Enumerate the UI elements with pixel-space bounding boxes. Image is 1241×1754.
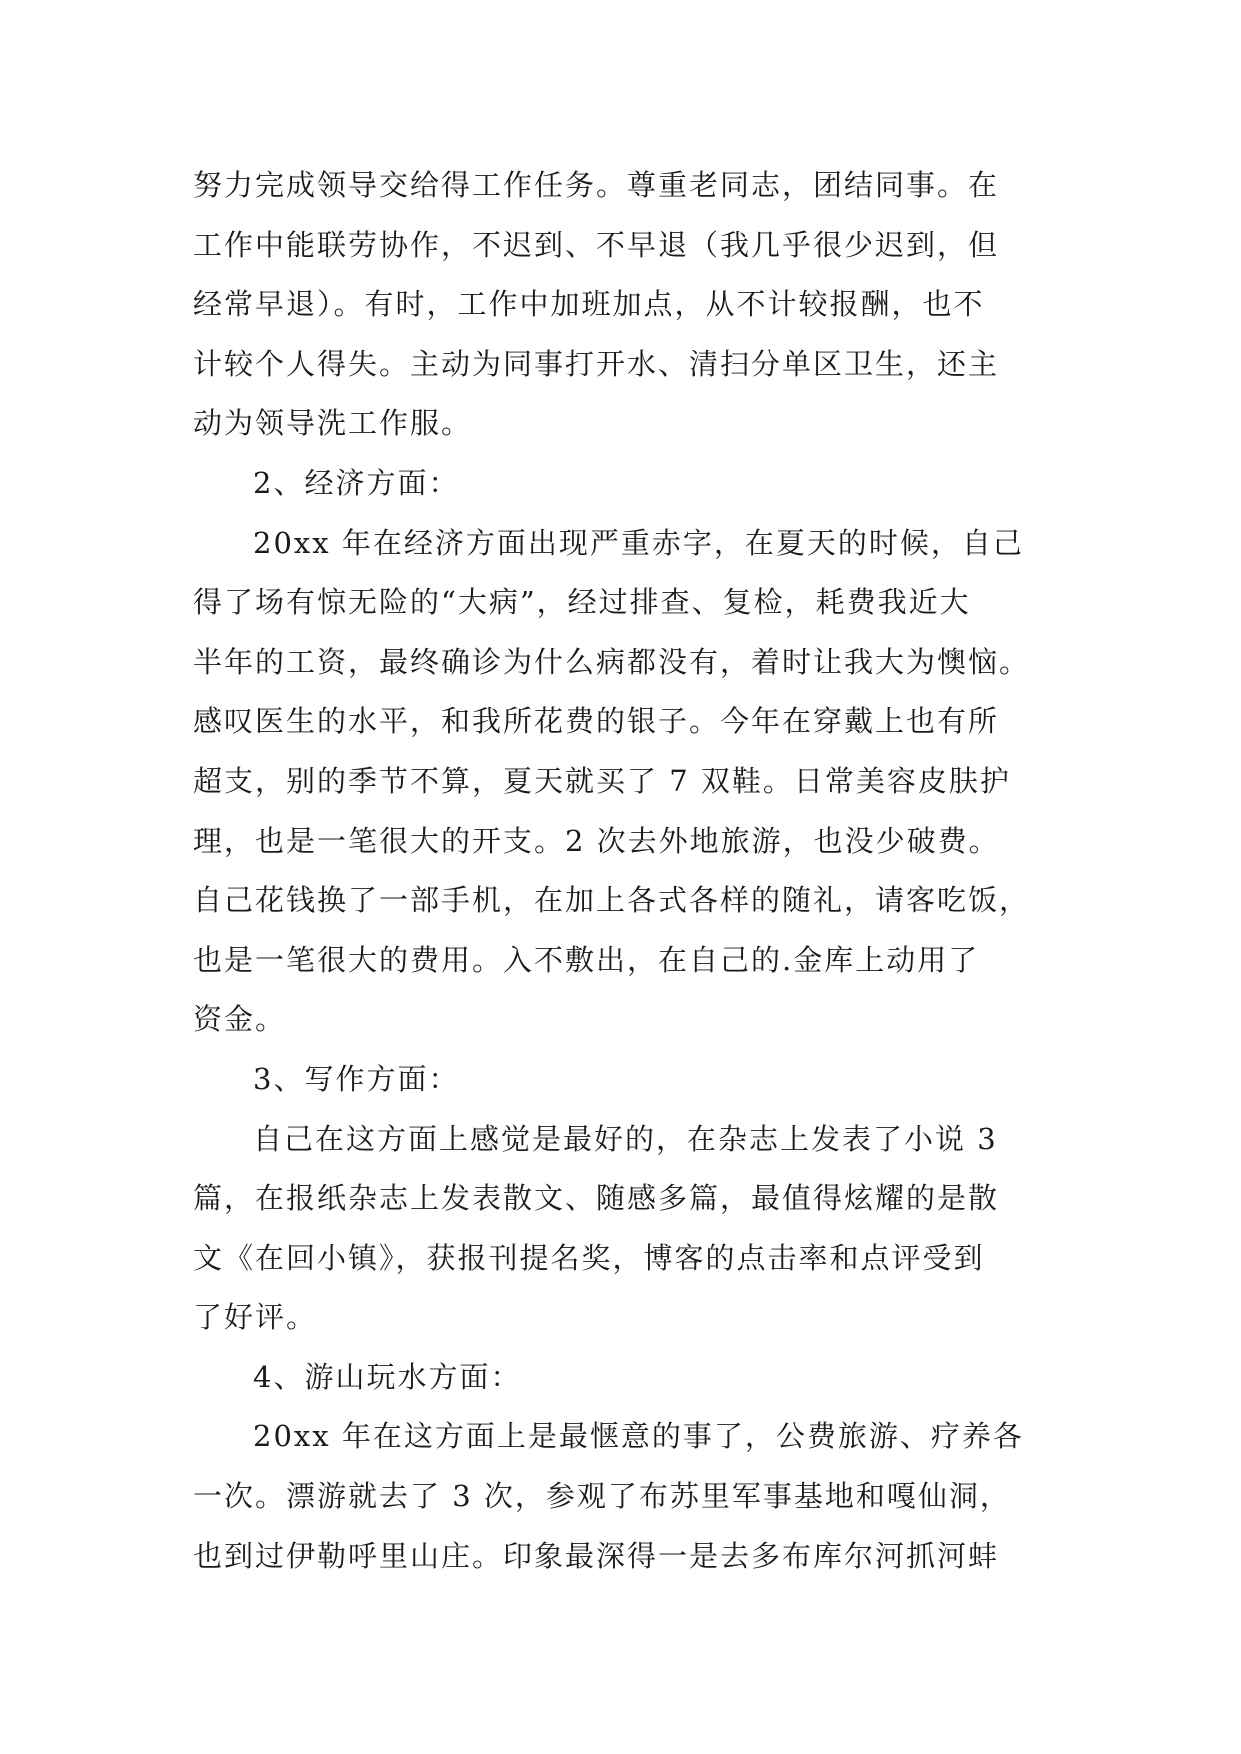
body-line: 理，也是一笔很大的开支。2 次去外地旅游，也没少破费。 bbox=[193, 823, 1000, 858]
document-body bbox=[193, 156, 1053, 1586]
body-line: 动为领导洗工作服。 bbox=[193, 406, 473, 441]
body-line: 篇，在报纸杂志上发表散文、随感多篇，最值得炫耀的是散 bbox=[193, 1181, 1000, 1216]
body-line: 自己花钱换了一部手机，在加上各式各样的随礼，请客吃饭， bbox=[193, 883, 1031, 918]
section-heading-economy: 2、经济方面： bbox=[253, 465, 460, 500]
body-line: 计较个人得失。主动为同事打开水、清扫分单区卫生，还主 bbox=[193, 346, 1000, 381]
section-heading-travel: 4、游山玩水方面： bbox=[253, 1359, 522, 1394]
body-line: 感叹医生的水平，和我所花费的银子。今年在穿戴上也有所 bbox=[193, 704, 1000, 739]
body-line: 自己在这方面上感觉是最好的，在杂志上发表了小说 3 bbox=[253, 1121, 998, 1156]
body-line: 资金。 bbox=[193, 1002, 287, 1037]
body-line: 得了场有惊无险的“大病”，经过排查、复检，耗费我近大 bbox=[193, 585, 971, 620]
body-line: 20xx 年在经济方面出现严重赤字，在夏天的时候，自己 bbox=[253, 525, 1024, 560]
body-line: 半年的工资，最终确诊为什么病都没有，着时让我大为懊恼。 bbox=[193, 644, 1031, 679]
body-line: 经常早退）。有时，工作中加班加点，从不计较报酬，也不 bbox=[193, 287, 985, 322]
body-line: 20xx 年在这方面上是最惬意的事了，公费旅游、疗养各 bbox=[253, 1419, 1024, 1454]
body-line: 一次。漂游就去了 3 次，参观了布苏里军事基地和嘎仙洞， bbox=[193, 1479, 1011, 1514]
body-line: 努力完成领导交给得工作任务。尊重老同志，团结同事。在 bbox=[193, 168, 1000, 202]
body-line: 也是一笔很大的费用。入不敷出，在自己的.金库上动用了 bbox=[193, 942, 980, 977]
body-line: 也到过伊勒呼里山庄。印象最深得一是去多布库尔河抓河蚌 bbox=[193, 1538, 1000, 1573]
body-line: 文《在回小镇》，获报刊提名奖，博客的点击率和点评受到 bbox=[193, 1240, 985, 1275]
section-heading-writing: 3、写作方面： bbox=[253, 1061, 460, 1096]
body-line: 工作中能联劳协作，不迟到、不早退（我几乎很少迟到，但 bbox=[193, 227, 1000, 262]
body-line: 超支，别的季节不算，夏天就买了 7 双鞋。日常美容皮肤护 bbox=[193, 763, 1011, 798]
body-line: 了好评。 bbox=[193, 1300, 318, 1335]
